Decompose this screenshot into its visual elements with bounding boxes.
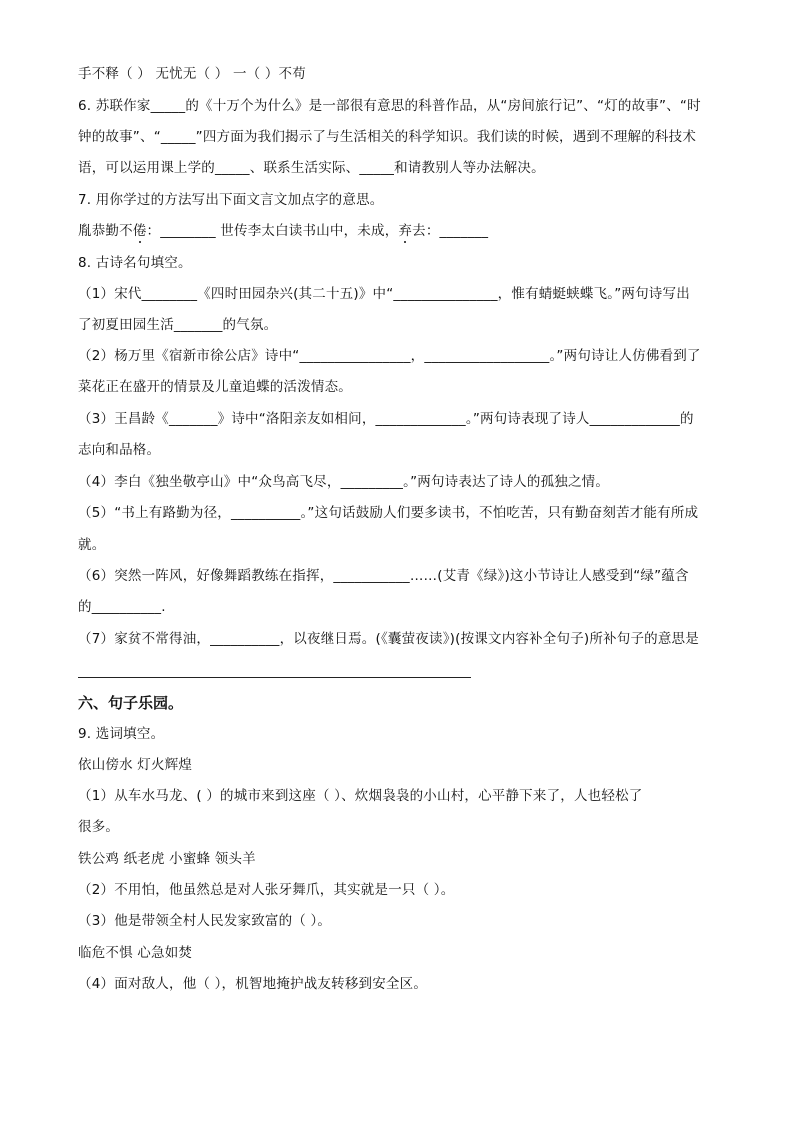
q8-3-line-1: （3）王昌龄《_______》诗中“洛阳亲友如相问，_____________。”两句诗表现了诗人_____________的: [78, 411, 694, 427]
word-bank-2: 铁公鸡 纸老虎 小蜜蜂 领头羊: [78, 851, 256, 867]
q8-6-line-1: （6）突然一阵风，好像舞蹈教练在指挥，___________……(艾青《绿》)这小节诗让人感受到“绿”蕴含: [78, 568, 689, 584]
q9-title: 9. 选词填空。: [78, 726, 165, 742]
q8-4-line: （4）李白《独坐敬亭山》中“众鸟高飞尽，_________。”两句诗表达了诗人的孤独之情。: [78, 474, 610, 490]
q8-7-line: （7）家贫不常得油，__________，以夜继日焉。(《囊萤夜读》)(按课文内容补全句子)所补句子的意思是: [78, 631, 699, 647]
q7-title: 7. 用你学过的方法写出下面文言文加点字的意思。: [78, 192, 384, 208]
q7-text-post: 去：_______: [412, 223, 489, 239]
q9-1-line-2: 很多。: [78, 819, 120, 835]
q8-6-line-2: 的__________.: [78, 599, 166, 615]
q8-1-line-1: （1）宋代________《四时田园杂兴(其二十五)》中“_______________，惟有蜻蜓蛱蝶飞。”两句诗写出: [78, 286, 690, 302]
q8-2-line-1: （2）杨万里《宿新市徐公店》诗中“________________，__________________。”两句诗让人仿佛看到了: [78, 348, 701, 364]
idiom-fill-line: 手不释（ ） 无忧无（ ） 一（ ）不苟: [78, 66, 306, 82]
q9-2-line: （2）不用怕，他虽然总是对人张牙舞爪，其实就是一只（ ）。: [78, 882, 455, 898]
q6-line-3: 语，可以运用课上学的_____、联系生活实际、_____和请教别人等办法解决。: [78, 160, 545, 176]
q7-text-mid: ：________ 世传李太白读书山中，未成，: [146, 223, 399, 239]
answer-rule: [78, 677, 471, 678]
section-6-heading: 六、句子乐园。: [78, 694, 184, 712]
q9-4-line: （4）面对敌人，他（ ），机智地掩护战友转移到安全区。: [78, 976, 428, 992]
q8-3-line-2: 志向和品格。: [78, 442, 161, 458]
word-bank-1: 依山傍水 灯火辉煌: [78, 757, 193, 773]
word-bank-3: 临危不惧 心急如焚: [78, 945, 193, 961]
q8-2-line-2: 菜花正在盛开的情景及儿童追蝶的活泼情态。: [78, 379, 352, 395]
q7-content: [78, 221, 728, 241]
q9-1-line-1: （1）从车水马龙、( ）的城市来到这座（ ）、炊烟袅袅的小山村，心平静下来了，人也轻松了: [78, 788, 643, 804]
q7-dotted-char-2: 弃: [398, 223, 413, 239]
q8-5-line-1: （5）“书上有路勤为径，__________。”这句话鼓励人们要多读书，不怕吃苦，只有勤奋刻苦才能有所成: [78, 505, 699, 521]
q8-1-line-2: 了初夏田园生活_______的气氛。: [78, 317, 278, 333]
q6-line-1: 6. 苏联作家_____的《十万个为什么》是一部很有意思的科普作品，从“房间旅行记”、“灯的故事”、“时: [78, 98, 701, 114]
q7-text-pre: 胤恭勤不: [78, 223, 133, 239]
q6-line-2: 钟的故事”、“_____”四方面为我们揭示了与生活相关的科学知识。我们读的时候，遇到不理解的科技术: [78, 129, 697, 145]
q8-title: 8. 古诗名句填空。: [78, 255, 192, 271]
q7-dotted-char-1: 倦: [132, 223, 147, 239]
q8-5-line-2: 就。: [78, 537, 106, 553]
q9-3-line: （3）他是带领全村人民发家致富的（ ）。: [78, 913, 332, 929]
